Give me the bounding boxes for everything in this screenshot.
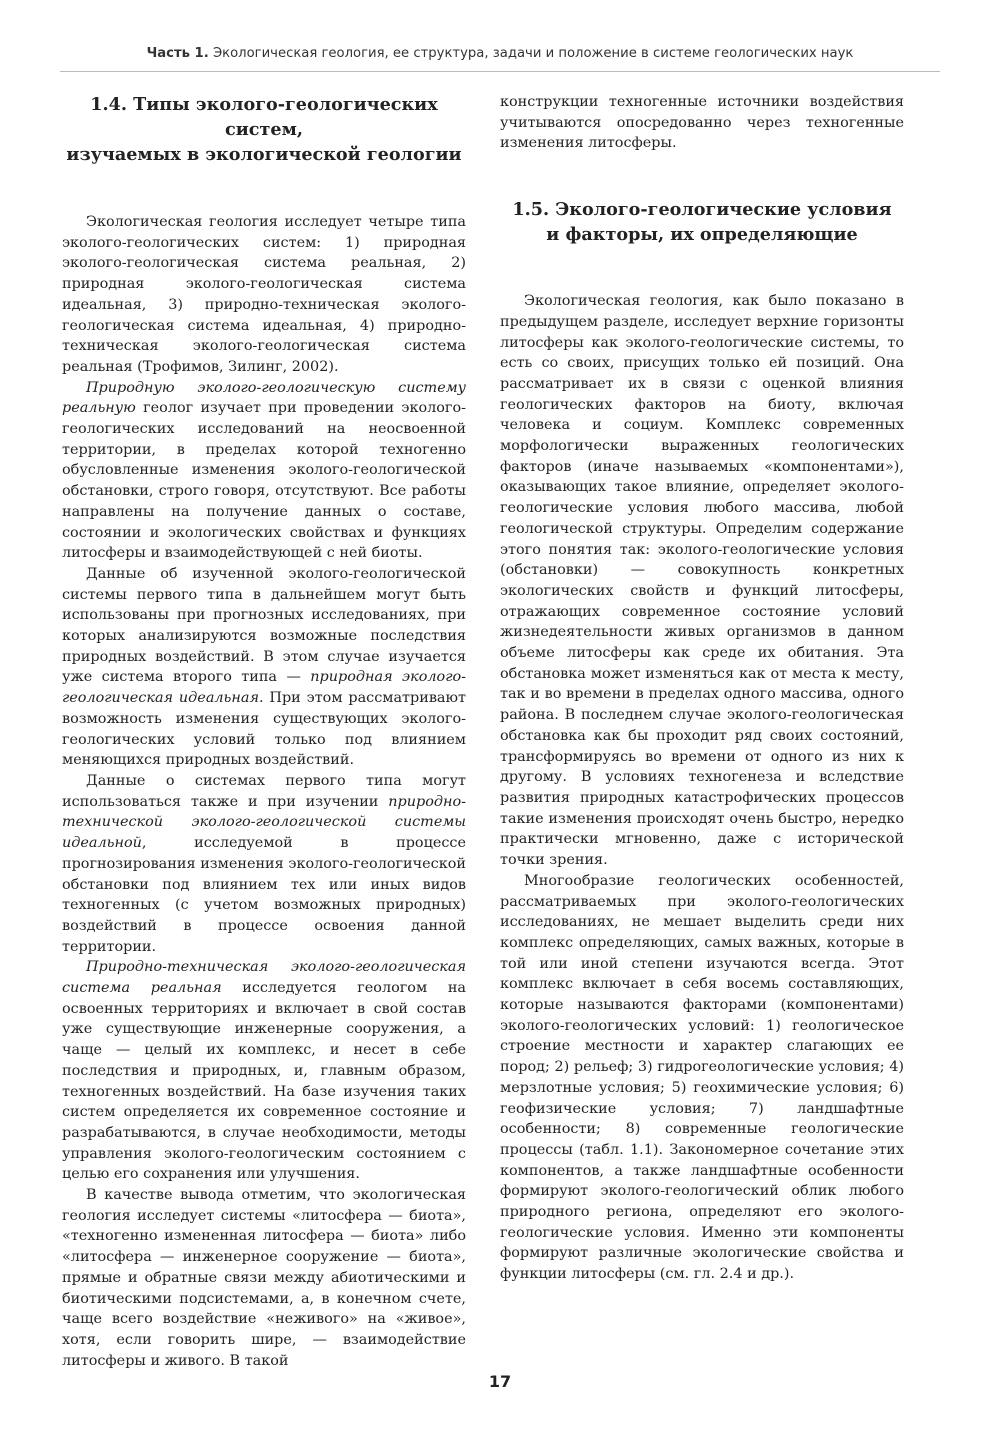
paragraph-technical-real-text: исследуется геологом на освоенных территориях и включает в свой состав уже существующие инженерные сооружения, а чаще — целый их комплекс, и несет в себе последствия и природных, и, главным образом, техногенных воздействий. На базе изучения таких систем определяется их современное состояние и разрабатываются, в случае необходимости, методы управления эколого-геологическим состоянием с целью его сохранения или улучшения. <box>62 980 466 1183</box>
paragraph-technical-real-system <box>62 957 466 1185</box>
paragraph-continuation: конструкции техногенные источники воздействия учитываются опосредованно через техногенные изменения литосферы. <box>500 94 904 152</box>
section-1-4-title-line1: 1.4. Типы эколого-геологических систем, <box>90 94 438 140</box>
term-natural-real: Природную эколого-геологическую систему реальную <box>62 379 466 417</box>
paragraph-natural-real-system <box>62 378 466 564</box>
running-head-part-label: Часть 1. <box>146 46 209 61</box>
paragraph-four-types: Экологическая геология исследует четыре типа эколого-геологических систем: 1) природная эколого-геологическая система реальная, 2) природная эколого-геологическая система идеальная, 3) природно-техническая эколого-геологическая система идеальная, 4) природно-техническая эколого-геологическая система реальная (Трофимов, Зилинг, 2002). <box>62 214 466 375</box>
paragraph-technical-ideal-text-b: , исследуемой в процессе прогнозирования изменения эколого-геологической обстановки под влиянием тех или иных видов техногенных (с учетом возможных природных) воздействий в процессе освоения данной территории. <box>62 835 466 955</box>
section-1-4-title-line2: изучаемых в экологической геологии <box>66 144 462 165</box>
term-technical-ideal: природно-технической эколого-геологической системы идеальной <box>62 793 466 852</box>
paragraph-natural-ideal-system <box>62 564 466 771</box>
left-column <box>62 92 466 1371</box>
paragraph-eight-factors: Многообразие геологических особенностей, рассматриваемых при эколого-геологических исследованиях, не мешает выделить среди них комплекс определяющих, самых важных, которые в той или иной степени изучаются всегда. Этот комплекс включает в себя восемь составляющих, которые называются факторами (компонентами) эколого-геологических условий: 1) геологическое строение местности и характер слагающих ее пород; 2) рельеф; 3) гидрогеологические условия; 4) мерзлотные условия; 5) геохимические условия; 6) геофизические условия; 7) ландшафтные особенности; 8) современные геологические процессы (табл. 1.1). Закономерное сочетание этих компонентов, а также ландшафтные особенности формируют эколого-геологический облик любого природного региона, определяют его эколого-геологические условия. Именно эти компоненты формируют различные экологические свойства и функции литосферы (см. гл. 2.4 и др.). <box>500 872 904 1283</box>
running-head <box>60 46 940 61</box>
page-number: 17 <box>488 1372 512 1391</box>
section-1-5-title-line1: 1.5. Эколого-геологические условия <box>512 199 892 221</box>
paragraph-conclusion: В качестве вывода отметим, что экологическая геология исследует системы «литосфера — биота», «техногенно измененная литосфера — биота» либо «литосфера — инженерное сооружение — биота», прямые и обратные связи между абиотическими и биотическими подсистемами, а, в конечном счете, чаще всего воздействие «неживого» на «живое», хотя, если говорить шире, — взаимодействие литосферы и живого. В такой <box>62 1187 466 1369</box>
term-natural-ideal: природная эколого-геологическая идеальная <box>62 669 466 707</box>
header-divider <box>60 71 940 72</box>
paragraph-technical-ideal-text-a: Данные о системах первого типа могут использоваться также и при изучении <box>62 772 466 810</box>
section-1-5-title <box>500 197 904 247</box>
paragraph-technical-ideal-system <box>62 771 466 957</box>
section-1-4-title <box>62 92 466 167</box>
running-head-part-title: Экологическая геология, ее структура, задачи и положение в системе геологических наук <box>212 46 854 61</box>
right-column <box>500 92 904 1285</box>
paragraph-natural-ideal-text-b: . При этом рассматривают возможность изменения существующих эколого-геологических условий только под влиянием меняющихся природных воздействий. <box>62 690 466 769</box>
section-1-5-title-line2: и факторы, их определяющие <box>546 224 858 246</box>
paragraph-conditions-definition: Экологическая геология, как было показано в предыдущем разделе, исследует верхние горизонты литосферы как эколого-геологические системы, то есть со своих, присущих только ей позиций. Она рассматривает их в связи с оценкой влияния геологических факторов на биоту, включая человека и социум. Комплекс современных морфологически выраженных геологических факторов (иначе называемых «компонентами»), оказывающих такое влияние, определяет эколого-геологические условия любого массива, любой геологической структуры. Определим содержание этого понятия так: эколого-геологические условия (обстановки) — совокупность конкретных экологических свойств и функций литосферы, отражающих современное состояние условий жизнедеятельности живых организмов в данном объеме литосферы как среде их обитания. Эта обстановка может изменяться как от места к месту, так и во времени в пределах одного массива, одного района. В последнем случае эколого-геологическая обстановка как бы проходит ряд своих состояний, трансформируясь во времени от одного из них к другому. В условиях техногенеза и вследствие развития природных катастрофических процессов такие изменения происходят очень быстро, нередко практически мгновенно, даже с исторической точки зрения. <box>500 293 904 869</box>
paragraph-natural-real-text: геолог изучает при проведении эколого-геологических исследований на неосвоенной территории, в пределах которой техногенно обусловленные изменения эколого-геологической обстановки, строго говоря, отсутствуют. Все работы направлены на получение данных о составе, состоянии и экологических свойствах и функциях литосферы и взаимодействующей с ней биоты. <box>62 400 466 562</box>
paragraph-natural-ideal-text-a: Данные об изученной эколого-геологической системы первого типа в дальнейшем могут быть использованы при прогнозных исследованиях, при которых анализируются возможные последствия природных воздействий. В этом случае изучается уже система второго типа — <box>62 565 466 686</box>
term-technical-real: Природно-техническая эколого-геологическая система реальная <box>62 959 466 997</box>
